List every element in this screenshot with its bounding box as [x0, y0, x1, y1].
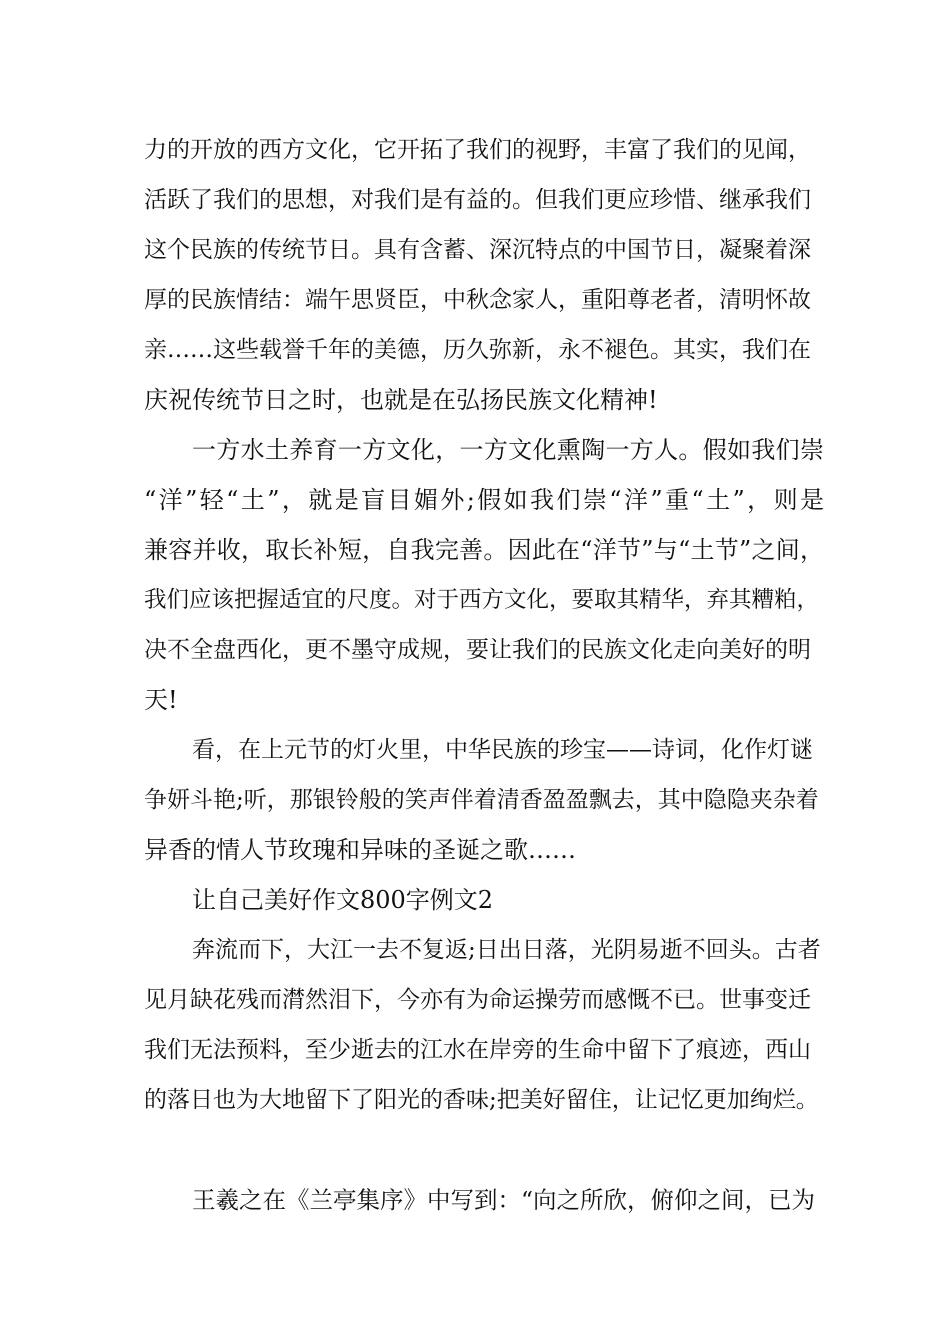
text-line: 活跃了我们的思想，对我们是有益的。但我们更应珍惜、继承我们	[144, 187, 811, 213]
text-line: 奔流而下，大江一去不复返;日出日落，光阴易逝不回头。古者	[192, 937, 821, 963]
text-line: 决不全盘西化，更不墨守成规，要让我们的民族文化走向美好的明	[144, 637, 811, 663]
section-heading: 让自己美好作文800字例文2	[192, 886, 494, 914]
text-line: 一方水土养育一方文化，一方文化熏陶一方人。假如我们崇	[192, 436, 825, 464]
text-line: 亲……这些载誉千年的美德，历久弥新，永不褪色。其实，我们在	[144, 337, 811, 363]
text-line: 庆祝传统节日之时，也就是在弘扬民族文化精神!	[144, 386, 658, 414]
text-line: “洋”轻“土”，就是盲目媚外;假如我们崇“洋”重“土”，则是	[144, 486, 827, 514]
text-line: 这个民族的传统节日。具有含蓄、深沉特点的中国节日，凝聚着深	[144, 237, 811, 263]
text-line: 异香的情人节玫瑰和异味的圣诞之歌……	[144, 836, 576, 864]
text-line: 我们应该把握适宜的尺度。对于西方文化，要取其精华，弃其糟粕，	[144, 587, 820, 613]
text-line: 我们无法预料，至少逝去的江水在岸旁的生命中留下了痕迹，西山	[144, 1037, 811, 1063]
text-line: 的落日也为大地留下了阳光的香味;把美好留住，让记忆更加绚烂。	[144, 1087, 819, 1113]
text-line: 厚的民族情结：端午思贤臣，中秋念家人，重阳尊老者，清明怀故	[144, 287, 811, 313]
text-line: 见月缺花残而潸然泪下，今亦有为命运操劳而感慨不已。世事变迁	[144, 987, 811, 1013]
text-line: 看，在上元节的灯火里，中华民族的珍宝——诗词，化作灯谜	[192, 737, 813, 763]
text-line: 王羲之在《兰亭集序》中写到：“向之所欣，俯仰之间，已为	[192, 1186, 816, 1214]
text-line: 争妍斗艳;听，那银铃般的笑声伴着清香盈盈飘去，其中隐隐夹杂着	[144, 787, 819, 813]
text-line: 天!	[144, 686, 178, 714]
text-line: 力的开放的西方文化，它开拓了我们的视野，丰富了我们的见闻，	[144, 137, 811, 163]
text-line: 兼容并收，取长补短，自我完善。因此在“洋节”与“土节”之间，	[144, 536, 825, 564]
